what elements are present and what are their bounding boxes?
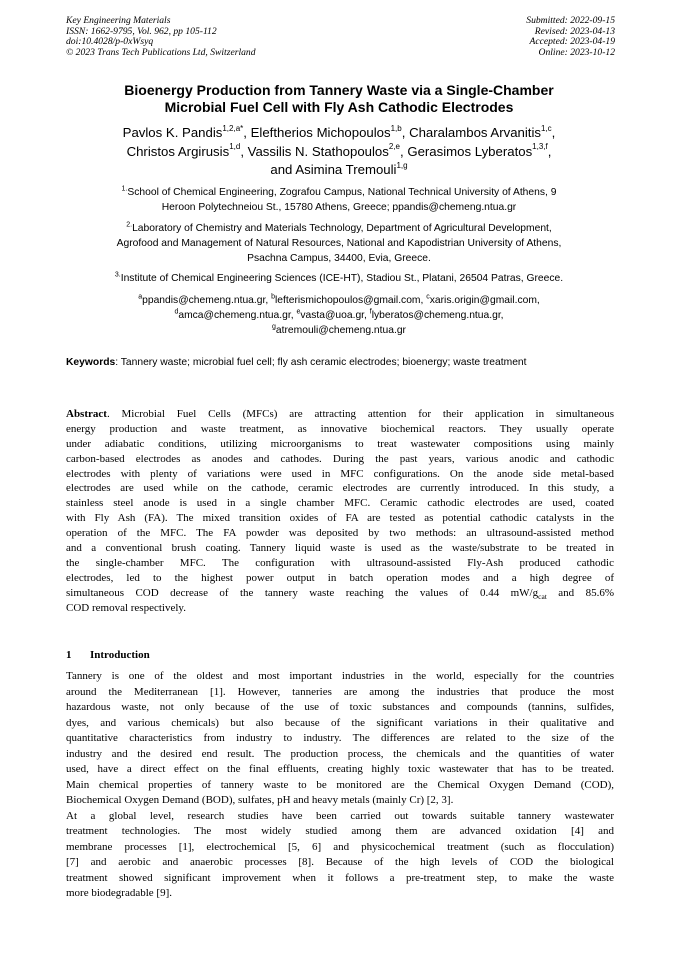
email-link[interactable]: vasta@uoa.gr, <box>300 310 367 321</box>
email-mark: e <box>296 308 301 316</box>
body-line: around the Mediterranean [1]. However, tanneries are among the industries that produce the most <box>66 685 614 698</box>
abstract-text: simultaneous COD decrease of the tannery waste reaching the values of 0.44 mW/g <box>66 586 539 599</box>
abstract-line: under adiabatic conditions, utilizing microorganisms to treat wastewater compositions using mainly <box>66 437 614 450</box>
affiliation-text: Laboratory of Chemistry and Materials Technology, Department of Agricultural Development, <box>132 223 552 234</box>
author-name: Asimina Tremouli <box>295 162 397 178</box>
affiliation-3 <box>36 271 642 286</box>
author-affiliation-mark: 1,3,f <box>532 142 548 152</box>
unit-subscript: cat <box>538 591 547 601</box>
publication-dates <box>526 16 615 58</box>
section-heading-introduction <box>66 648 150 662</box>
title-line: Bioenergy Production from Tannery Waste via a Single-Chamber <box>124 82 554 98</box>
email-mark: b <box>271 293 275 301</box>
email-mark: g <box>272 323 276 331</box>
author-affiliation-mark: 1,b <box>390 123 402 133</box>
author-line: Christos Argirusis$^{1,d}$, Vassilis N. Stathopoulos$^{2,e}$, Gerasimos Lyberatos$^{1,3,f}$, <box>126 142 552 159</box>
journal-header <box>66 16 256 58</box>
author-name: Gerasimos Lyberatos <box>407 143 533 159</box>
author-line <box>30 161 648 180</box>
abstract-line: stainless steel anode is used in a single chamber MFC. Ceramic cathodic electrodes are used, coated <box>66 497 614 510</box>
body-line: treatment showed significant improvement when it follows a pre-treatment step, to make the waste <box>66 871 614 884</box>
email-link[interactable]: lefterismichopoulos@gmail.com, <box>275 295 424 306</box>
abstract-line: electrodes, led to the highest power output in batch operation modes and a high degree of <box>66 571 614 584</box>
abstract-text: and 85.6% <box>546 586 615 599</box>
author-name: Charalambos Arvanitis <box>409 125 541 140</box>
author-name: Vassilis N. Stathopoulos <box>247 143 389 159</box>
affiliation-text: School of Chemical Engineering, Zografou Campus, National Technical University of Athens, 9 <box>127 187 557 198</box>
author-affiliation-mark: 1,2,a* <box>222 123 244 133</box>
keywords-label: Keywords <box>66 357 116 368</box>
author-list <box>30 124 648 180</box>
body-line: more biodegradable [9]. <box>66 887 172 899</box>
abstract-line <box>66 407 614 422</box>
paper-title <box>40 82 638 116</box>
abstract-line: with Fly Ash (FA). The mixed transition oxides of FA are tested as potential cathodic catalysts in the <box>66 512 614 525</box>
body-line: Main chemical properties of tannery waste to be monitored are the Chemical Oxygen Demand (COD), <box>66 778 614 791</box>
affiliation-mark: 3. <box>114 271 121 279</box>
body-line: used, have a direct effect on the final effluents, creating highly toxic wastewater that has to be treated. <box>66 763 614 775</box>
author-affiliation-mark: 2,e <box>388 142 400 152</box>
online-date: Online: 2023-10-12 <box>538 46 615 58</box>
body-line: treatment technologies. The most widely studied among them are advanced oxidation [4] and <box>66 825 614 837</box>
journal-doi[interactable]: doi:10.4028/p-0xWsyq <box>66 36 154 48</box>
author-line: Pavlos K. Pandis$^{1,2,a*}$, Eleftherios Michopoulos$^{1,b}$, Charalambos Arvanitis$^{1,c}$, <box>122 123 556 140</box>
body-line: At a global level, research studies have been carried out towards suitable tannery wastewater <box>66 809 614 822</box>
email-link[interactable]: atremouli@chemeng.ntua.gr <box>275 325 406 336</box>
affiliation-mark: 2. <box>126 221 133 229</box>
affiliation-text: Psachna Campus, 34400, Evia, Greece. <box>247 253 431 264</box>
email-mark: d <box>174 308 179 316</box>
abstract-line: COD removal respectively. <box>66 601 186 614</box>
body-line: quantitative characteristics from industry to industry. The differences are related to the size of the <box>66 732 614 744</box>
author-affiliation-mark: 1,c <box>541 123 552 133</box>
abstract-text: . Microbial Fuel Cells (MFCs) are attracting attention for their application in simultaneous <box>106 408 614 420</box>
author-name: Pavlos K. Pandis <box>122 125 223 140</box>
affiliation-text: Agrofood and Management of Natural Resources, National and Kapodistrian University of Athens, <box>116 238 562 249</box>
journal-issn: ISSN: 1662-9795, Vol. 962, pp 105-112 <box>66 25 217 37</box>
abstract-line <box>66 586 614 601</box>
author-name: Christos Argirusis <box>126 143 230 159</box>
abstract-line: electrodes with plenty of variations were used in MFC configurations. On the anode side metal-based <box>66 467 614 480</box>
affiliation-1 <box>36 185 642 215</box>
section-number: 1 <box>66 649 72 661</box>
abstract-line: electrodes are used while on the cathode, ceramic electrodes are currently introduced. In this study, a <box>66 482 614 495</box>
abstract <box>66 407 614 615</box>
body-line: Biochemical Oxygen Demand (BOD), sulfates, pH and heavy metals (mainly Cr) [2, 3]. <box>66 794 454 806</box>
abstract-line: the single-chamber MFC. The configuration with ultrasound-assisted Fly-Ash produced cathodic <box>66 556 614 569</box>
body-line: dyes, and various chemicals) but also because of the significant variations in their qualitative and <box>66 716 614 729</box>
submitted-date: Submitted: 2022-09-15 <box>526 15 615 26</box>
journal-copyright: © 2023 Trans Tech Publications Ltd, Switzerland <box>66 46 256 58</box>
abstract-line: carbon-based electrodes as anodes and cathodes. During the past years, various anodic and cathodic <box>66 452 614 465</box>
keywords-text: : Tannery waste; microbial fuel cell; fly ash ceramic electrodes; bioenergy; waste treatment <box>115 357 527 368</box>
author-name: Eleftherios Michopoulos <box>250 125 391 140</box>
abstract-line: and a conventional brush coating. Tannery liquid waste is used as the waste/substrate to be treated in <box>66 542 614 555</box>
author-affiliation-mark: 1,d <box>229 142 241 152</box>
author-emails <box>36 293 642 338</box>
body-line: Tannery is one of the oldest and most important industries in the world, especially for the countries <box>66 670 614 682</box>
email-mark: a <box>138 293 143 301</box>
introduction-body <box>66 669 614 902</box>
author-affiliation-mark: 1,g <box>396 160 408 170</box>
email-link[interactable]: ppandis@chemeng.ntua.gr, <box>142 295 269 306</box>
affiliation-mark: 1. <box>121 185 128 193</box>
revised-date: Revised: 2023-04-13 <box>534 25 615 37</box>
body-line: membrane processes [1], electrochemical [5, 6] and physicochemical treatment (such as flocculation) <box>66 840 614 853</box>
affiliation-2 <box>36 221 642 266</box>
email-mark: c <box>426 293 430 301</box>
body-line: industry and the desired end result. The production process, the chemicals and the quantities of water <box>66 747 614 760</box>
section-title: Introduction <box>90 649 150 661</box>
keywords <box>66 355 614 370</box>
email-mark: f <box>369 308 372 316</box>
body-line: hazardous waste, not only because of the use of toxic substances and compounds (tannins, sulfides, <box>66 701 614 713</box>
abstract-label: Abstract <box>66 408 107 420</box>
email-link[interactable]: amca@chemeng.ntua.gr, <box>178 310 294 321</box>
journal-name: Key Engineering Materials <box>66 15 171 26</box>
affiliation-text: Heroon Polytechneiou St., 15780 Athens, Greece; ppandis@chemeng.ntua.gr <box>161 202 517 213</box>
title-line: Microbial Fuel Cell with Fly Ash Cathodic Electrodes <box>164 99 514 115</box>
accepted-date: Accepted: 2023-04-19 <box>529 36 615 48</box>
abstract-line: energy production and waste treatment, as innovative biochemical reactors. They usually operate <box>66 422 614 435</box>
body-line: [7] and aerobic and anaerobic processes [8]. Because of the high levels of COD the biological <box>66 856 614 868</box>
email-link[interactable]: lyberatos@chemeng.ntua.gr, <box>371 310 504 321</box>
authors-joiner: and <box>270 162 293 178</box>
affiliation-text: Institute of Chemical Engineering Sciences (ICE-HT), Stadiou St., Platani, 26504 Patras, Greece. <box>120 273 564 284</box>
abstract-line: operation of the MFC. The FA powder was deposited by two methods: an ultrasound-assisted method <box>66 527 614 540</box>
email-link[interactable]: xaris.origin@gmail.com, <box>429 295 540 306</box>
